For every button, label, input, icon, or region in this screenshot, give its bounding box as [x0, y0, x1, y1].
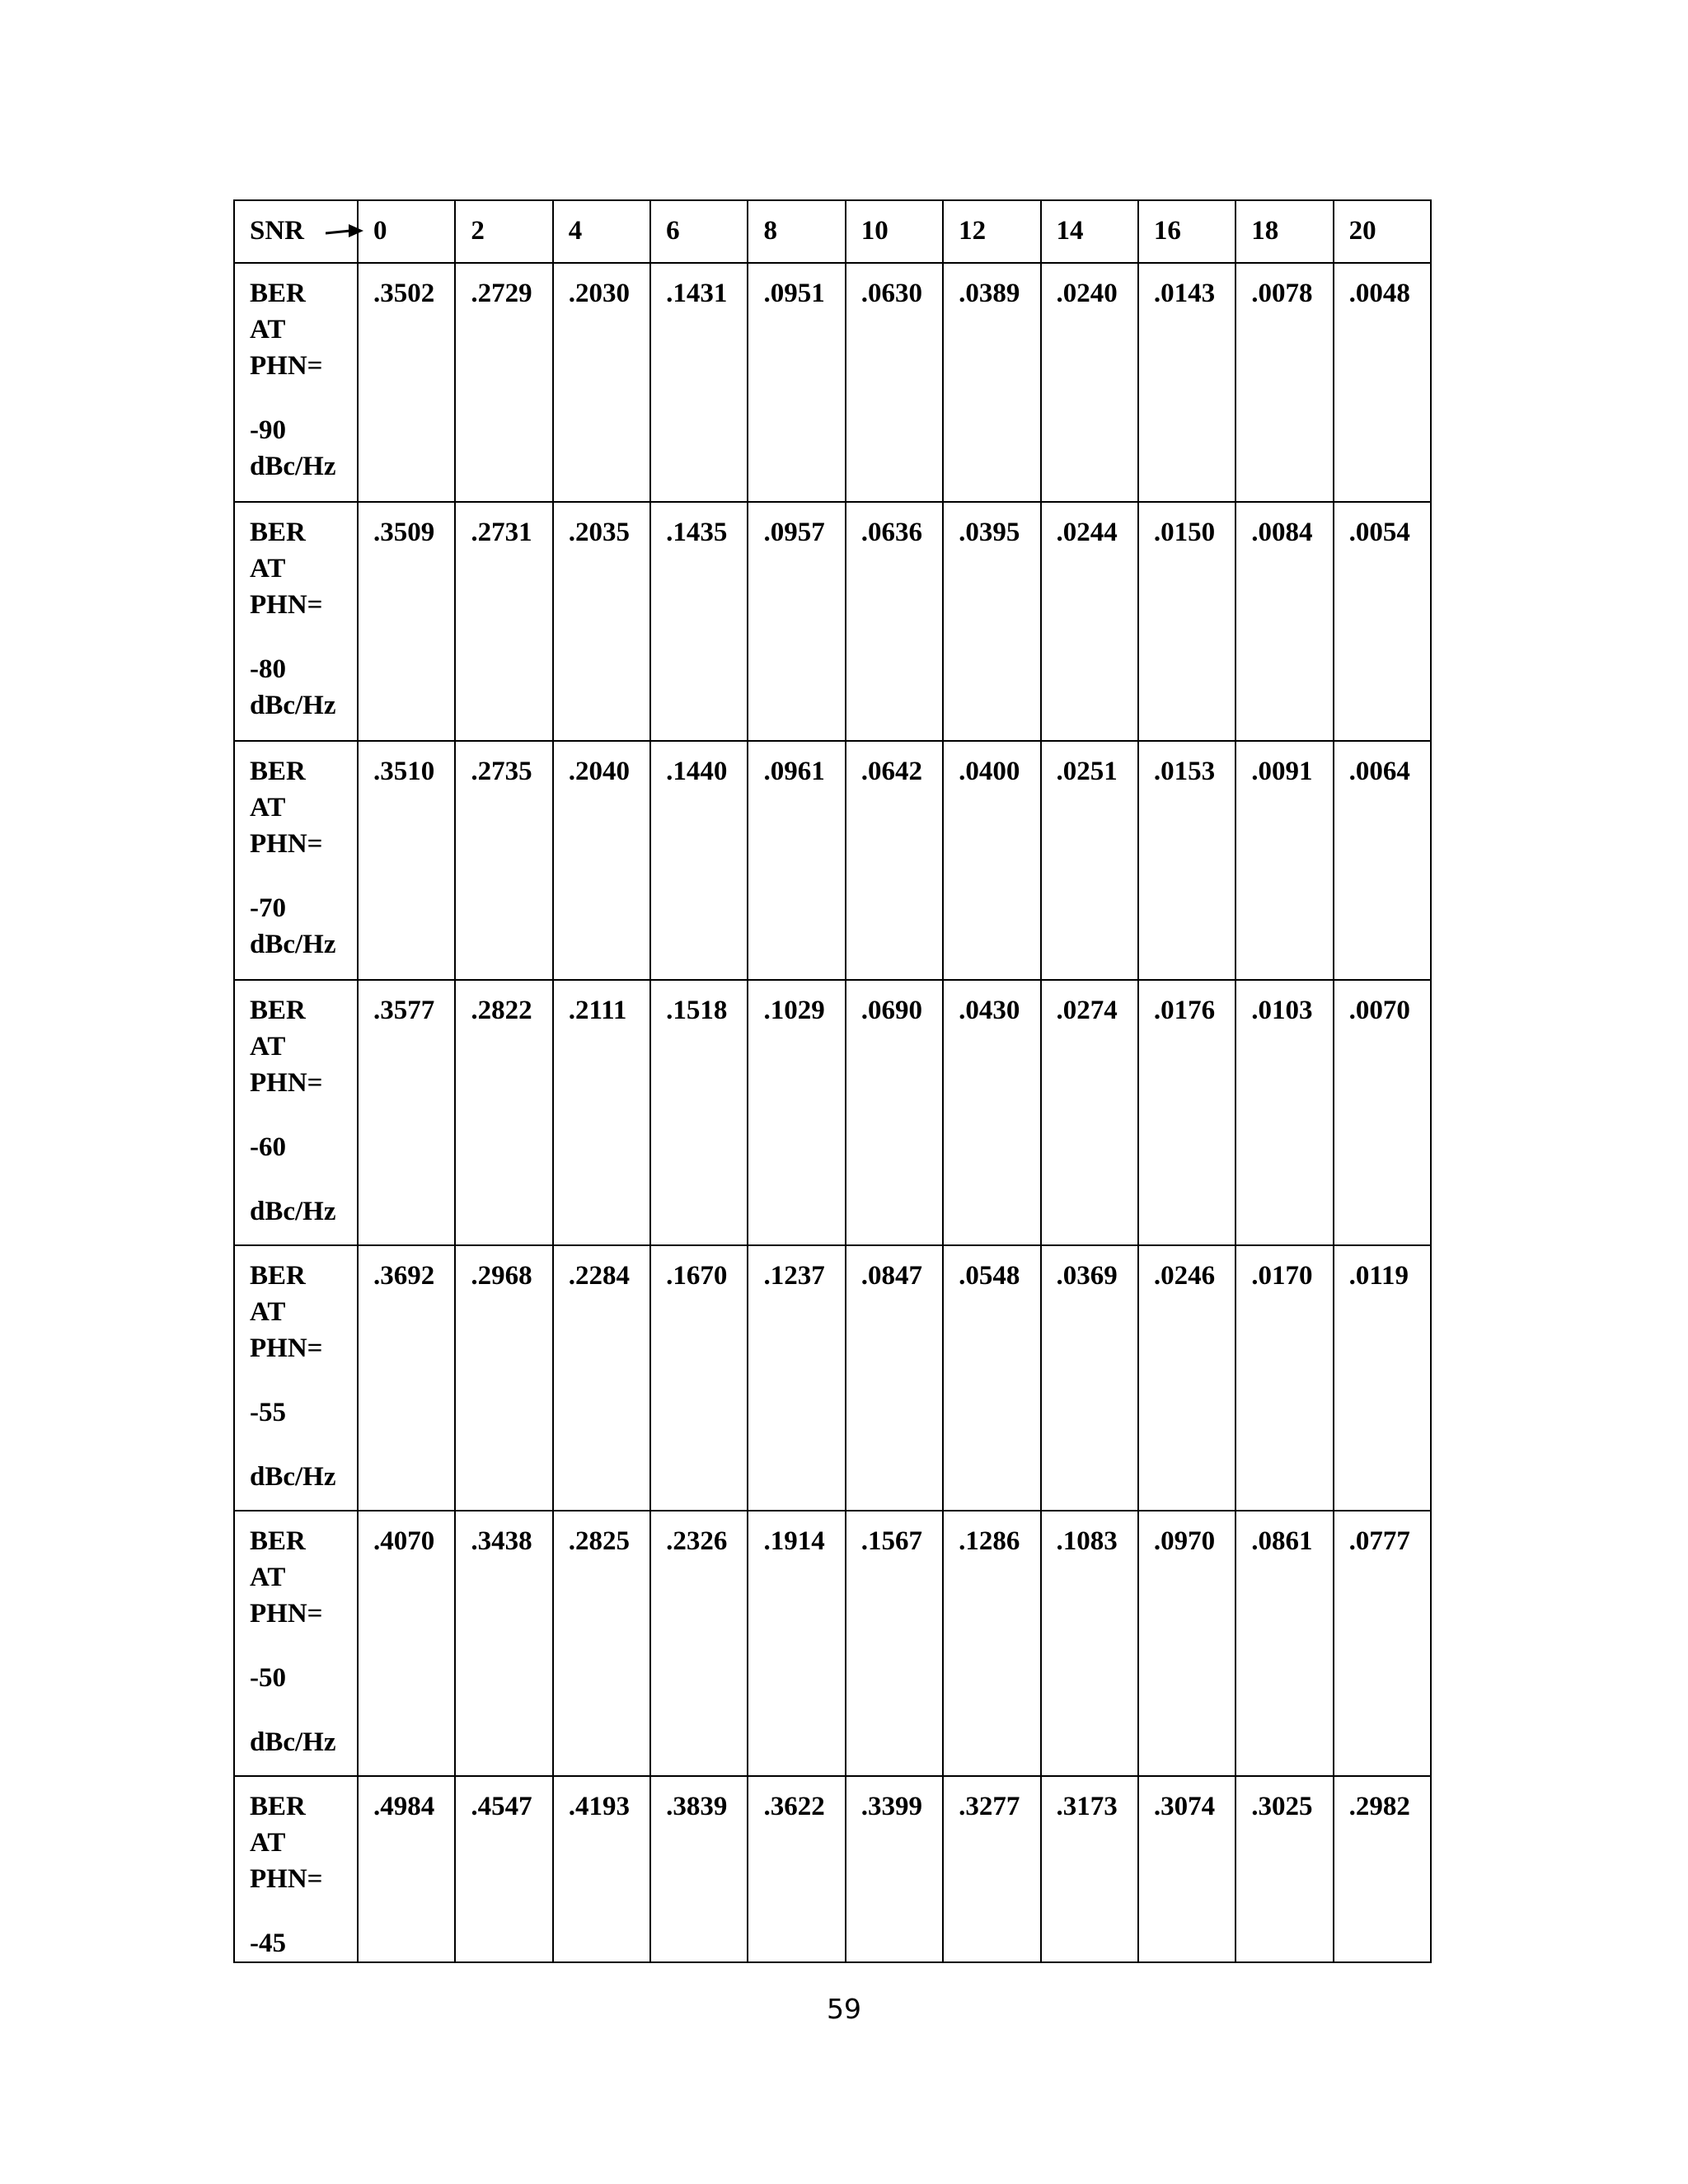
ber-value-cell: .3399	[846, 1776, 943, 1962]
arrow-right-icon	[326, 213, 363, 249]
ber-row-label-line: PHN=	[250, 1864, 323, 1894]
ber-row-label-line: -80	[250, 654, 286, 684]
ber-row-label-line: PHN=	[250, 829, 323, 859]
ber-row-label-line: PHN=	[250, 1068, 323, 1098]
ber-row-label-line: dBc/Hz	[250, 930, 336, 959]
ber-value-cell: .3692	[358, 1245, 455, 1511]
ber-value-cell: .0777	[1334, 1511, 1431, 1776]
ber-value-cell: .1670	[650, 1245, 748, 1511]
ber-row-label-line: AT	[250, 1297, 286, 1327]
ber-row-label-line: PHN=	[250, 590, 323, 620]
ber-value-cell: .0070	[1334, 980, 1431, 1245]
ber-value-cell: .2035	[553, 502, 650, 741]
ber-value-cell: .0847	[846, 1245, 943, 1511]
ber-value-cell: .1567	[846, 1511, 943, 1776]
ber-row-label-line: -50	[250, 1663, 286, 1693]
ber-value-cell: .1029	[748, 980, 845, 1245]
ber-value-cell: .3622	[748, 1776, 845, 1962]
ber-value-cell: .0150	[1138, 502, 1236, 741]
ber-value-cell: .2284	[553, 1245, 650, 1511]
snr-value-cell: 4	[553, 200, 650, 263]
ber-row-label-line: PHN=	[250, 1599, 323, 1629]
ber-row	[234, 1776, 1431, 1962]
ber-value-cell: .0548	[943, 1245, 1040, 1511]
ber-value-cell: .1431	[650, 263, 748, 502]
ber-value-cell: .2968	[455, 1245, 552, 1511]
ber-value-cell: .0170	[1236, 1245, 1333, 1511]
snr-value-cell: 18	[1236, 200, 1333, 263]
ber-value-cell: .0636	[846, 502, 943, 741]
ber-row-label-line: AT	[250, 793, 286, 823]
ber-row-label-line: dBc/Hz	[250, 1462, 336, 1492]
ber-row-label-line: -70	[250, 893, 286, 923]
ber-value-cell: .0084	[1236, 502, 1333, 741]
ber-row-label-line: dBc/Hz	[250, 1197, 336, 1226]
ber-row-label-cell	[234, 263, 358, 502]
ber-value-cell: .0064	[1334, 741, 1431, 980]
ber-value-cell: .4984	[358, 1776, 455, 1962]
ber-row-label-line: PHN=	[250, 351, 323, 381]
ber-row-label-line: BER	[250, 1526, 306, 1556]
ber-row-label-cell	[234, 1245, 358, 1511]
ber-value-cell: .0274	[1041, 980, 1138, 1245]
ber-value-cell: .3277	[943, 1776, 1040, 1962]
snr-value-cell: 10	[846, 200, 943, 263]
ber-value-cell: .3025	[1236, 1776, 1333, 1962]
ber-row	[234, 263, 1431, 502]
ber-table	[233, 199, 1432, 1963]
ber-value-cell: .0389	[943, 263, 1040, 502]
ber-value-cell: .0240	[1041, 263, 1138, 502]
ber-row-label-line: AT	[250, 1828, 286, 1858]
ber-value-cell: .0369	[1041, 1245, 1138, 1511]
ber-row-label-line: BER	[250, 1792, 306, 1821]
ber-row-label-line: AT	[250, 554, 286, 583]
ber-value-cell: .3577	[358, 980, 455, 1245]
ber-row-label-line: AT	[250, 1032, 286, 1062]
ber-row-label-line: -55	[250, 1398, 286, 1427]
ber-row	[234, 1511, 1431, 1776]
ber-value-cell: .0091	[1236, 741, 1333, 980]
ber-row-label-line: -90	[250, 415, 286, 445]
ber-row-label-line: PHN=	[250, 1333, 323, 1363]
ber-value-cell: .4193	[553, 1776, 650, 1962]
ber-value-cell: .0078	[1236, 263, 1333, 502]
snr-header-cell	[234, 200, 358, 263]
ber-value-cell: .0103	[1236, 980, 1333, 1245]
ber-row	[234, 980, 1431, 1245]
ber-value-cell: .3438	[455, 1511, 552, 1776]
ber-row-label-cell	[234, 1776, 358, 1962]
ber-row-label-line: dBc/Hz	[250, 691, 336, 720]
ber-value-cell: .2735	[455, 741, 552, 980]
ber-row	[234, 502, 1431, 741]
snr-value-cell: 14	[1041, 200, 1138, 263]
ber-value-cell: .0690	[846, 980, 943, 1245]
ber-row	[234, 741, 1431, 980]
ber-value-cell: .1518	[650, 980, 748, 1245]
ber-value-cell: .2030	[553, 263, 650, 502]
ber-value-cell: .0153	[1138, 741, 1236, 980]
ber-value-cell: .2111	[553, 980, 650, 1245]
ber-value-cell: .3074	[1138, 1776, 1236, 1962]
snr-value-cell: 20	[1334, 200, 1431, 263]
ber-value-cell: .3839	[650, 1776, 748, 1962]
ber-row-label-line: BER	[250, 1261, 306, 1291]
ber-value-cell: .1914	[748, 1511, 845, 1776]
ber-value-cell: .0861	[1236, 1511, 1333, 1776]
ber-value-cell: .0244	[1041, 502, 1138, 741]
ber-value-cell: .1440	[650, 741, 748, 980]
ber-row	[234, 1245, 1431, 1511]
ber-value-cell: .0630	[846, 263, 943, 502]
ber-value-cell: .2326	[650, 1511, 748, 1776]
snr-value-cell: 12	[943, 200, 1040, 263]
ber-value-cell: .2040	[553, 741, 650, 980]
ber-value-cell: .0400	[943, 741, 1040, 980]
ber-value-cell: .0642	[846, 741, 943, 980]
ber-value-cell: .3173	[1041, 1776, 1138, 1962]
ber-value-cell: .4070	[358, 1511, 455, 1776]
ber-row-label-line: dBc/Hz	[250, 1727, 336, 1757]
ber-row-label-line: -45	[250, 1929, 286, 1958]
ber-value-cell: .0951	[748, 263, 845, 502]
snr-value-cell: 2	[455, 200, 552, 263]
ber-value-cell: .3509	[358, 502, 455, 741]
snr-value-cell: 16	[1138, 200, 1236, 263]
ber-table-body	[234, 200, 1431, 1962]
ber-value-cell: .2822	[455, 980, 552, 1245]
ber-value-cell: .3510	[358, 741, 455, 980]
ber-row-label-cell	[234, 741, 358, 980]
ber-value-cell: .2731	[455, 502, 552, 741]
ber-value-cell: .0395	[943, 502, 1040, 741]
ber-row-label-line: dBc/Hz	[250, 452, 336, 481]
ber-value-cell: .2729	[455, 263, 552, 502]
ber-value-cell: .2825	[553, 1511, 650, 1776]
ber-value-cell: .0970	[1138, 1511, 1236, 1776]
ber-row-label-cell	[234, 502, 358, 741]
ber-value-cell: .1286	[943, 1511, 1040, 1776]
ber-value-cell: .0054	[1334, 502, 1431, 741]
snr-value-cell: 6	[650, 200, 748, 263]
page-number: 59	[827, 1993, 861, 2025]
snr-header-row	[234, 200, 1431, 263]
ber-value-cell: .0957	[748, 502, 845, 741]
ber-value-cell: .0143	[1138, 263, 1236, 502]
ber-value-cell: .0246	[1138, 1245, 1236, 1511]
snr-label: SNR	[250, 216, 305, 246]
ber-row-label-line: BER	[250, 518, 306, 547]
ber-value-cell: .1435	[650, 502, 748, 741]
ber-value-cell: .0048	[1334, 263, 1431, 502]
ber-value-cell: .2982	[1334, 1776, 1431, 1962]
ber-value-cell: .0119	[1334, 1245, 1431, 1511]
ber-row-label-line: BER	[250, 757, 306, 786]
ber-value-cell: .4547	[455, 1776, 552, 1962]
ber-row-label-line: AT	[250, 1563, 286, 1592]
ber-value-cell: .0251	[1041, 741, 1138, 980]
ber-value-cell: .1237	[748, 1245, 845, 1511]
ber-row-label-line: AT	[250, 315, 286, 344]
ber-row-label-cell	[234, 980, 358, 1245]
snr-value-cell: 8	[748, 200, 845, 263]
ber-row-label-cell	[234, 1511, 358, 1776]
ber-row-label-line: BER	[250, 279, 306, 308]
ber-value-cell: .0176	[1138, 980, 1236, 1245]
ber-row-label-line: -60	[250, 1132, 286, 1162]
ber-value-cell: .1083	[1041, 1511, 1138, 1776]
ber-value-cell: .0961	[748, 741, 845, 980]
ber-value-cell: .3502	[358, 263, 455, 502]
ber-value-cell: .0430	[943, 980, 1040, 1245]
snr-value-cell: 0	[358, 200, 455, 263]
ber-row-label-line: BER	[250, 996, 306, 1025]
